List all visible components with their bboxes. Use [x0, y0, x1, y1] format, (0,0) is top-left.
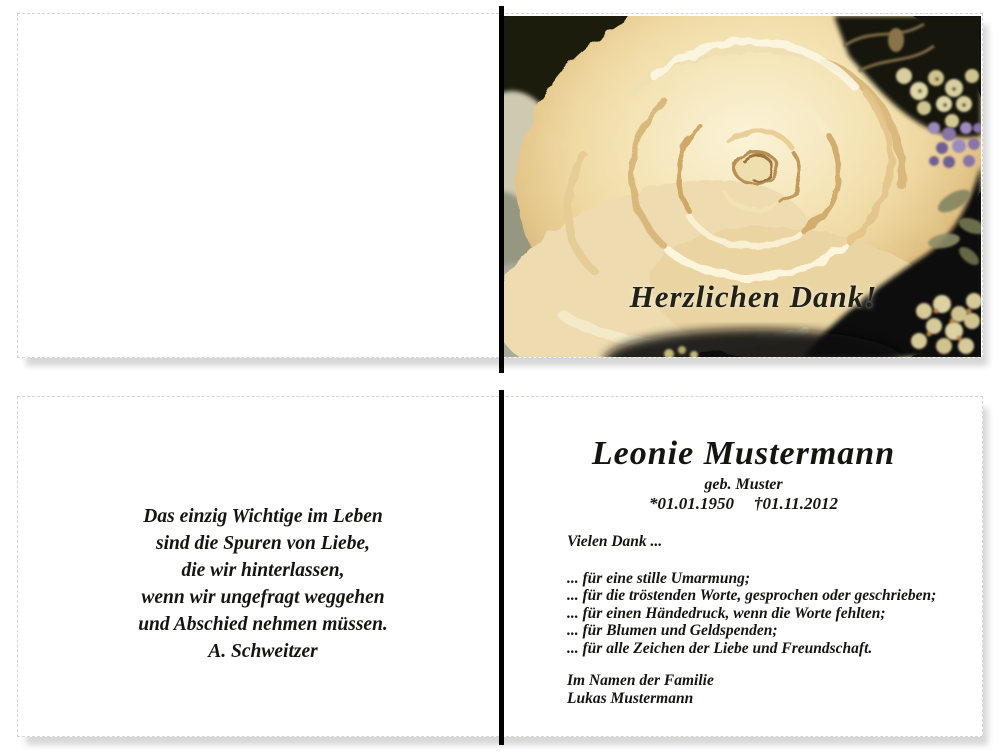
closing-line: Im Namen der Familie [567, 672, 714, 689]
quote-line: die wir hinterlassen, [181, 560, 345, 581]
quote-attribution: A. Schweitzer [208, 641, 318, 662]
fold-line-bottom [499, 390, 504, 745]
birth-date: *01.01.1950 [648, 494, 734, 513]
signature-name: Lukas Mustermann [567, 689, 694, 707]
deceased-header [505, 435, 982, 513]
inside-right-page [505, 397, 982, 736]
memorial-quote [48, 503, 478, 665]
closing-block [567, 672, 936, 707]
birth-name: geb. Muster [704, 476, 783, 493]
front-greeting-text: Herzlichen Dank! [629, 279, 878, 314]
death-date: †01.11.2012 [753, 494, 839, 513]
quote-line: wenn wir ungefragt weggehen [141, 587, 385, 608]
quote-line: sind die Spuren von Liebe, [156, 533, 370, 554]
thanks-line: ... für alle Zeichen der Liebe und Freundschaft. [567, 639, 873, 657]
thanks-line: ... für Blumen und Geldspenden; [567, 622, 778, 639]
thanks-intro: Vielen Dank ... [567, 533, 663, 550]
thanks-line: ... für einen Händedruck, wenn die Worte fehlten; [567, 604, 886, 622]
deceased-name: Leonie Mustermann [591, 435, 896, 472]
quote-line: und Abschied nehmen müssen. [138, 614, 388, 635]
quote-line: Das einzig Wichtige im Leben [143, 506, 383, 527]
thanks-text [567, 533, 936, 707]
life-dates [505, 494, 982, 513]
fold-line-top [499, 6, 504, 373]
thanks-list [567, 570, 936, 658]
card-back-blank-panel [18, 14, 500, 357]
rose-photo [504, 16, 981, 357]
thanks-line: ... für die tröstenden Worte, gesprochen oder geschrieben; [567, 587, 937, 604]
thanks-line: ... für eine stille Umarmung; [567, 569, 751, 587]
